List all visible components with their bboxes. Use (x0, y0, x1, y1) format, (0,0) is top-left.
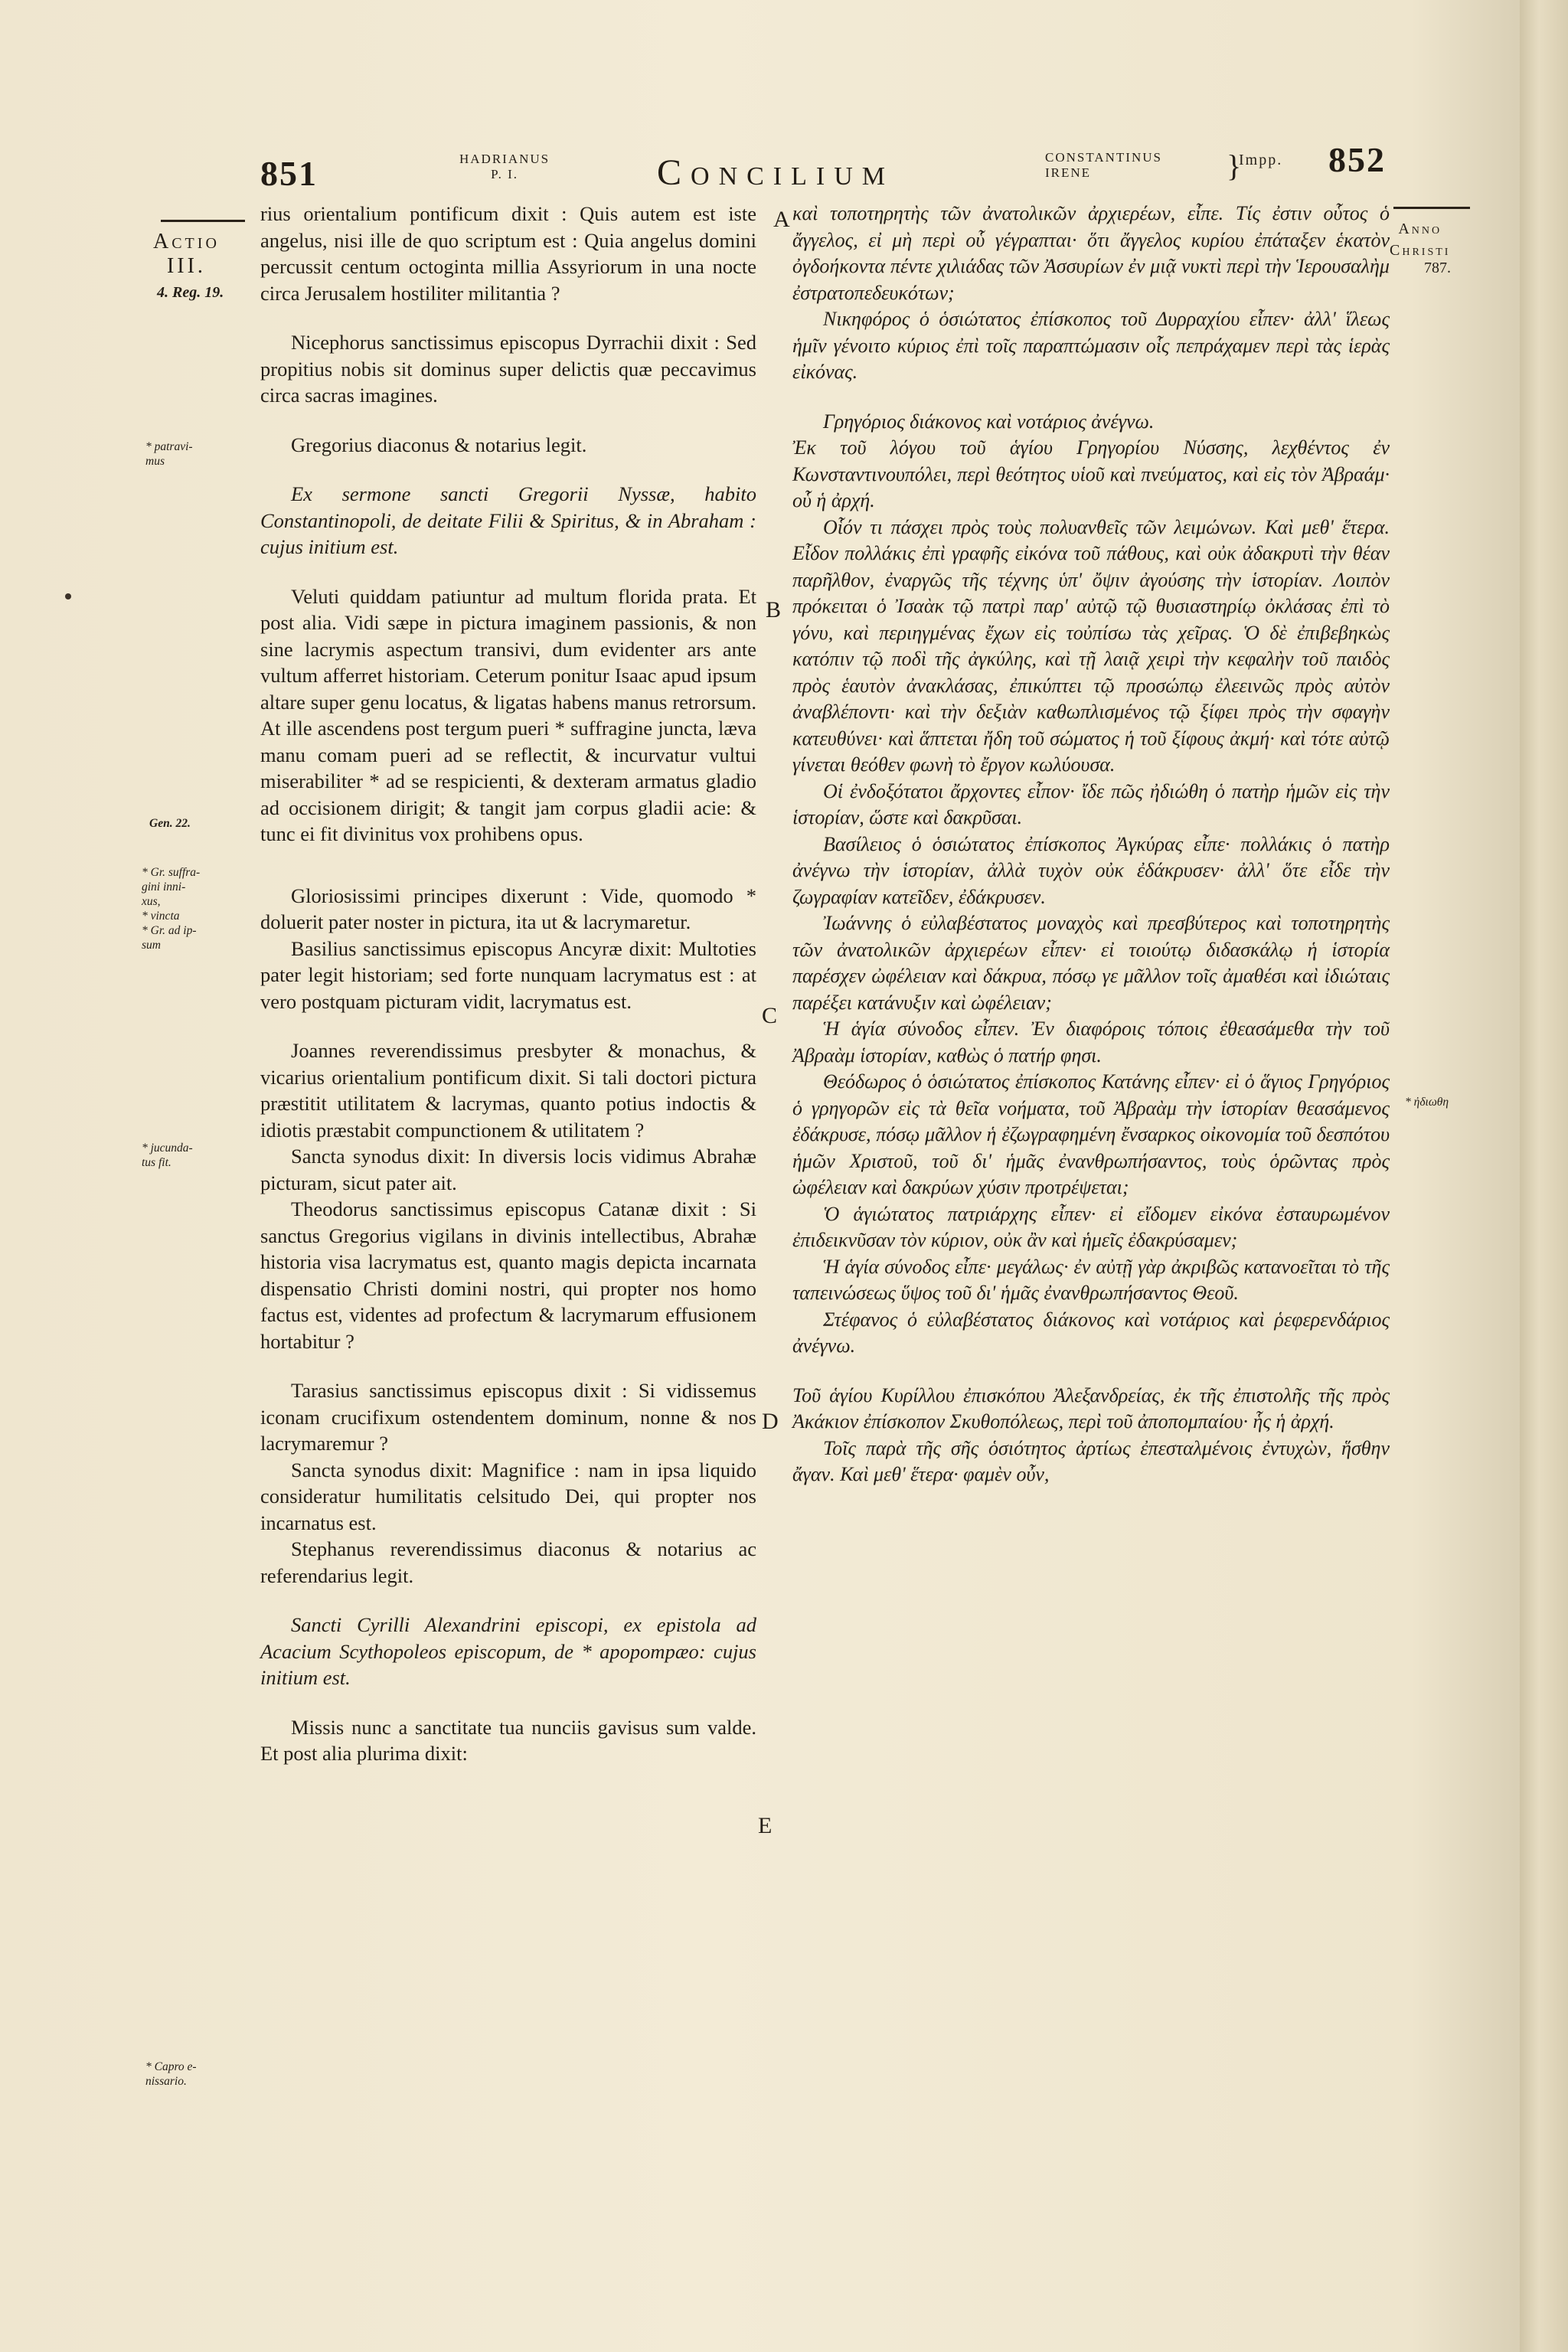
greek-heading-reader: Γρηγόριος διάκονος καὶ νοτάριος ἀνέγνω. (823, 410, 1155, 433)
latin-source-title: Ex sermone sancti Gregorii Nyssæ, habito Constantinopoli, de deitate Filii & Spiritus, & in Abraham : cujus initium est. (260, 482, 756, 558)
margin-note-line: sum (142, 939, 161, 952)
greek-paragraph: Ἡ ἁγία σύνοδος εἶπε· μεγάλως· ἐν αὐτῇ γὰρ ἀκριβῶς κατανοεῖται τὸ τῆς ταπεινώσεως ὕψος τοῦ δι' ἡμᾶς ἐνανθρωπήσαντος Θεοῦ. (792, 1255, 1390, 1304)
latin-paragraph: Missis nunc a sanctitate tua nunciis gavisus sum valde. Et post alia plurima dixit: (260, 1715, 756, 1765)
column-letter-d: D (762, 1409, 779, 1434)
greek-paragraph: Στέφανος ὁ εὐλαβέστατος διάκονος καὶ νοτάριος καὶ ῥεφερενδάριος ἀνέγνω. (792, 1308, 1390, 1357)
margin-year: 787. (1424, 260, 1451, 276)
margin-note-line: * vincta (142, 910, 180, 923)
greek-column (792, 201, 1390, 1488)
running-head-right (1045, 150, 1162, 181)
margin-anno-word: Anno (1398, 220, 1442, 237)
right-page-edge (1520, 0, 1568, 2352)
greek-source-title: Ἐκ τοῦ λόγου τοῦ ἁγίου Γρηγορίου Νύσσης, λεχθέντος ἐν Κωνσταντινουπόλει, περὶ θεότητος υἱοῦ καὶ πνεύματος, καὶ εἰς τὸν Ἀβραάμ· οὗ ἡ ἀρχή. (792, 436, 1390, 511)
margin-note-line: gini inni- (142, 880, 186, 893)
latin-paragraph: Nicephorus sanctissimus episcopus Dyrrachii dixit : Sed propitius nobis sit dominus super delictis quæ peccavimus circa sacras imagines. (260, 331, 756, 407)
margin-note-line: * Gr. suffra- (142, 866, 201, 879)
latin-paragraph: Sancta synodus dixit: In diversis locis vidimus Abrahæ picturam, sicut pater ait. (260, 1145, 756, 1194)
greek-paragraph: Ἰωάννης ὁ εὐλαβέστατος μοναχὸς καὶ πρεσβύτερος καὶ τοποτηρητὴς τῶν ἀνατολικῶν ἀρχιερέων εἶπεν· εἰ τοιούτῳ διδασκάλῳ ἡ ἱστορία παρέσχεν ὠφέλειαν καὶ δάκρυα, πόσῳ γε μᾶλλον τοῖς ἀμαθέσι καὶ ἰδιώταις παρέξει κατάνυξιν καὶ ὠφέλειαν; (792, 912, 1390, 1014)
latin-paragraph: Theodorus sanctissimus episcopus Catanæ dixit : Si sanctus Gregorius vigilans in divinis intellectibus, Abrahæ historia visa lacrymatus est, quanto magis depicta incarnata dispensatio Christi domini nostri, qui propter nos homo factus est, videntes ad profectum & lacrymarum effusionem hortabitur ? (260, 1197, 756, 1353)
latin-paragraph: Basilius sanctissimus episcopus Ancyræ dixit: Multoties pater legit historiam; sed forte nunquam lacrymatus est : at vero postquam picturam vidit, lacrymatus est. (260, 936, 756, 1013)
margin-note-line: * patravi- (145, 440, 193, 453)
margin-note-line: * Gr. ad ip- (142, 924, 197, 937)
latin-source-title: Sancti Cyrilli Alexandrini episcopi, ex epistola ad Acacium Scythopoleos episcopum, de * apopompæo: cujus initium est. (260, 1613, 756, 1689)
margin-actio-word: Actio (153, 230, 220, 253)
greek-source-title: Τοῦ ἁγίου Κυρίλλου ἐπισκόπου Ἀλεξανδρείας, ἐκ τῆς ἐπιστολῆς τῆς πρὸς Ἀκάκιον ἐπίσκοπον Σκυθοπόλεως, περὶ τοῦ ἀποπομπαίου· ἧς ἡ ἀρχή. (792, 1383, 1390, 1432)
greek-paragraph: Ὁ ἁγιώτατος πατριάρχης εἶπεν· εἰ εἴδομεν εἰκόνα ἐσταυρωμένον ἐπιδεικνῦσαν τὸν κύριον, οὐκ ἂν καὶ ἡμεῖς ἐδακρύσαμεν; (792, 1202, 1390, 1251)
running-head-left-line1: HADRIANUS (459, 152, 550, 166)
margin-note-capro (145, 2060, 197, 2089)
margin-note-line: mus (145, 455, 165, 468)
page-number-right: 852 (1328, 140, 1386, 179)
column-letter-b: B (766, 597, 782, 622)
margin-note-line: * Capro e- (145, 2060, 197, 2073)
column-letter-c: C (762, 1003, 778, 1028)
column-letter-a: A (773, 207, 790, 232)
margin-note-line: xus, (142, 895, 161, 908)
margin-note-line: * jucunda- (142, 1142, 193, 1155)
margin-rule-left (161, 220, 245, 222)
margin-rule-right (1393, 207, 1470, 209)
margin-note-line: nissario. (145, 2075, 187, 2088)
running-title: Concilium (657, 152, 894, 193)
margin-christi-word: Christi (1390, 242, 1451, 259)
greek-paragraph: Οἱ ἐνδοξότατοι ἄρχοντες εἶπον· ἴδε πῶς ἠδιώθη ὁ πατὴρ ἡμῶν εἰς τὴν ἱστορίαν, ὥστε καὶ δακρῦσαι. (792, 779, 1390, 828)
page-number-left: 851 (260, 154, 318, 193)
greek-paragraph: Ἡ ἁγία σύνοδος εἶπεν. Ἐν διαφόροις τόποις ἐθεασάμεθα τὴν τοῦ Ἀβραὰμ ἱστορίαν, καθὼς ὁ πατήρ φησι. (792, 1018, 1390, 1067)
margin-reference-kings: 4. Reg. 19. (157, 284, 224, 301)
margin-anno-christi (1390, 218, 1450, 261)
latin-column (260, 201, 756, 1767)
greek-paragraph: Βασίλειος ὁ ὁσιώτατος ἐπίσκοπος Ἀγκύρας εἶπε· πολλάκις ὁ πατὴρ ἀνέγνω τὴν ἱστορίαν, ἀλλὰ τυχὸν οὐκ ἐδάκρυσεν· ἀλλ' ὅτε εἶδε τὴν ζωγραφίαν κατεῖδεν, ἐδάκρυσεν. (792, 832, 1390, 908)
latin-paragraph: Sancta synodus dixit: Magnifice : nam in ipsa liquido consideratur humilitatis celsitudo Dei, qui propter nos incarnatus est. (260, 1458, 756, 1534)
margin-note-line: tus fit. (142, 1156, 172, 1169)
margin-note-greek: * ἠδιωθη (1405, 1096, 1449, 1109)
running-head-impp: Impp. (1239, 152, 1283, 168)
margin-reference-genesis: Gen. 22. (149, 817, 191, 830)
greek-paragraph: καὶ τοποτηρητὴς τῶν ἀνατολικῶν ἀρχιερέων, εἶπε. Τίς ἐστιν οὗτος ὁ ἄγγελος, εἰ μὴ περὶ οὗ γέγραπται· ὅτι ἄγγελος κυρίου ἐπάταξεν ἑκατὸν ὀγδοήκοντα πέντε χιλιάδας τῶν Ἀσσυρίων ἐν μιᾷ νυκτὶ περὶ τὴν Ἱερουσαλὴμ ἐστρατοπεδευκότων; (792, 202, 1390, 304)
latin-paragraph: Tarasius sanctissimus episcopus dixit : Si vidissemus iconam crucifixum ostendentem dominum, nonne & nos lacrymaremur ? (260, 1379, 756, 1455)
latin-heading-reader: Gregorius diaconus & notarius legit. (291, 433, 587, 456)
running-head-left-line2: P. I. (491, 167, 519, 181)
greek-paragraph: Τοῖς παρὰ τῆς σῆς ὁσιότητος ἀρτίως ἐπεσταλμένοις ἐντυχὼν, ἥσθην ἄγαν. Καὶ μεθ' ἕτερα· φαμὲν οὖν, (792, 1436, 1390, 1485)
column-letter-e: E (758, 1813, 773, 1838)
greek-paragraph: Νικηφόρος ὁ ὁσιώτατος ἐπίσκοπος τοῦ Δυρραχίου εἶπεν· ἀλλ' ἵλεως ἡμῖν γένοιτο κύριος ἐπὶ τοῖς παραπτώμασιν οἷς πεπράχαμεν περὶ τὰς ἱερὰς εἰκόνας. (792, 308, 1390, 383)
latin-paragraph: Gloriosissimi principes dixerunt : Vide, quomodo * doluerit pater noster in pictura, ita ut & lacrymaretur. (260, 884, 756, 933)
ink-spot (65, 593, 71, 599)
running-head-right-line2: IRENE (1045, 165, 1092, 180)
margin-actio-number: III. (166, 254, 206, 278)
latin-paragraph: Joannes reverendissimus presbyter & monachus, & vicarius orientalium pontificum dixit. Si tali doctori pictura præstitit utilitatem & lacrymas, quanto potius indoctis & idiotis præstabit compunctionem & utilitatem ? (260, 1039, 756, 1142)
header-brace: } (1227, 149, 1242, 183)
running-head-right-line1: CONSTANTINUS (1045, 150, 1162, 165)
greek-paragraph: Οἷόν τι πάσχει πρὸς τοὺς πολυανθεῖς τῶν λειμώνων. Καὶ μεθ' ἕτερα. Εἶδον πολλάκις ἐπὶ γραφῆς εἰκόνα τοῦ πάθους, καὶ οὐκ ἀδακρυτὶ τὴν θέαν παρῆλθον, ἐναργῶς τῆς τέχνης ὑπ' ὄψιν ἀγούσης τὴν ἱστορίαν. Λοιπὸν πρόκειται ὁ Ἰσαὰκ τῷ πατρὶ παρ' αὐτῷ τῷ θυσιαστηρίῳ ὀκλάσας ἐπὶ τὸ γόνυ, καὶ περιηγμένας ἔχων εἰς τοὐπίσω τὰς χεῖρας. Ὁ δὲ ἐπιβεβηκὼς κατόπιν τῷ ποδὶ τῆς ἀγκύλης, καὶ τῇ λαιᾷ χειρὶ τὴν κεφαλὴν τοῦ παιδὸς πρὸς ἑαυτὸν ἀνακλάσας, ἐπικύπτει τῷ προσώπῳ ἐλεεινῶς πρὸς αὐτὸν ἀναβλέποντι· καὶ τὴν δεξιὰν καθωπλισμένος τῷ ξίφει πρὸς τὴν σφαγὴν κατευθύνει· καὶ ἅπτεται ἤδη τοῦ σώματος ἡ τοῦ ξίφους ἀκμή· καὶ τότε αὐτῷ γίνεται θεόθεν φωνὴ τὸ ἔργον κωλύουσα. (792, 515, 1390, 776)
margin-actio (153, 230, 220, 279)
margin-note-patravimus (145, 439, 193, 469)
margin-note-jucundatus (142, 1141, 193, 1170)
running-head-left (459, 152, 550, 182)
latin-paragraph: Stephanus reverendissimus diaconus & notarius ac referendarius legit. (260, 1537, 756, 1587)
greek-paragraph: Θεόδωρος ὁ ὁσιώτατος ἐπίσκοπος Κατάνης εἶπεν· εἰ ὁ ἅγιος Γρηγόριος ὁ γρηγορῶν εἰς τὰ θεῖα νοήματα, τοῦ Ἀβραὰμ τὴν ἱστορίαν θεασάμενος ἐδάκρυσε, πόσῳ μᾶλλον ἡ ἐζωγραφημένη ἔνσαρκος οἰκονομία τοῦ δεσπότου ἡμῶν Χριστοῦ, τοῦ δι' ἡμᾶς ἐνανθρωπήσαντος, τοὺς ὁρῶντας πρὸς ὠφέλειαν καὶ δακρύων χύσιν προτρέψεται; (792, 1070, 1390, 1198)
latin-paragraph: Veluti quiddam patiuntur ad multum florida prata. Et post alia. Vidi sæpe in pictura imaginem passionis, & non sine lacrymis aspectum transivi, dum evidenter ars ante vultum afferret historiam. Ceterum ponitur Isaac apud ipsum altare super genu locatus, & ligatas habens manus retrorsum. At ille ascendens post tergum pueri * suffragine junctа, læva manu comam pueri ad se reflectit, & incurvatur vultui miserabiliter * ad se respicienti, & dexteram armatus gladio ad occisionem dirigit; & tangit jam corpus gladii acie: & tunc ei fit divinitus vox prohibens opus. (260, 584, 756, 845)
latin-paragraph: rius orientalium pontificum dixit : Quis autem est iste angelus, nisi ille de quo scriptum est : Quia angelus domini percussit centum octoginta millia Assyriorum in una nocte circa Jerusalem hostiliter militantia ? (260, 202, 756, 305)
margin-note-suffragine (142, 865, 200, 952)
